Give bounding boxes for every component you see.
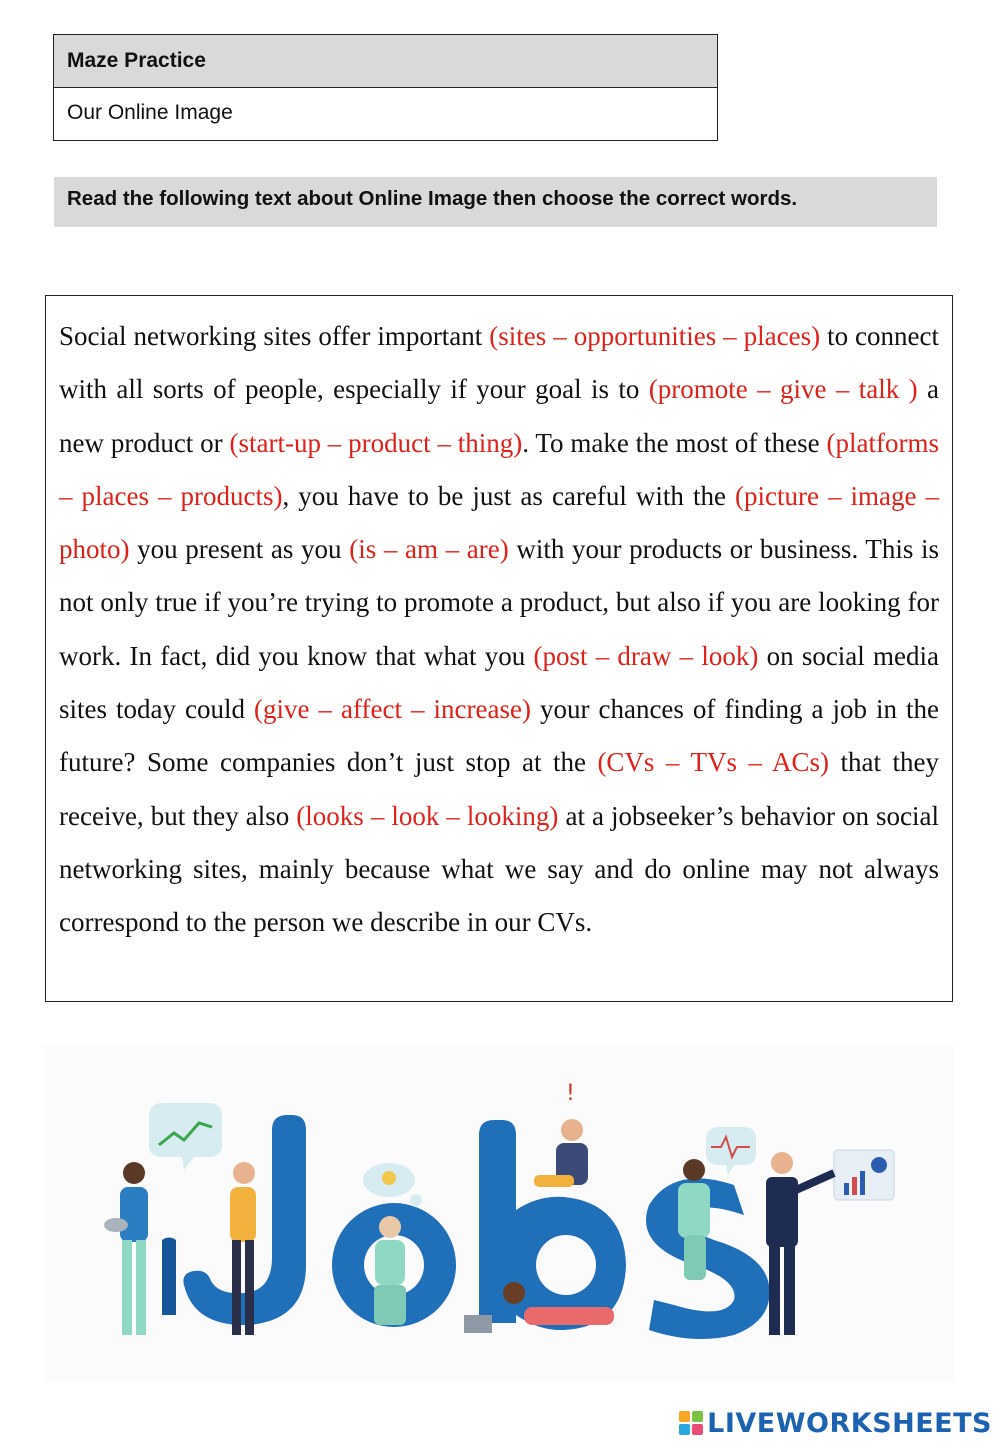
passage-segment: you present as you <box>129 534 350 565</box>
word-choice-option[interactable]: (platforms – places – products) <box>59 427 939 511</box>
word-choice-option[interactable]: (sites – opportunities – places) <box>489 321 821 351</box>
chart-speech-bubble-icon <box>149 1103 222 1170</box>
passage-segment: at a jobseeker’s behavior on social networking sites, mainly because what we say and do online may not always correspond to the person we describe in our CVs. <box>59 800 940 938</box>
passage-segment: with your products or business. This is not only true if you’re trying to promote a product, but also if you are looking for work. In fact, did you know that what you <box>59 534 940 671</box>
passage-segment: Social networking sites offer important <box>59 321 490 351</box>
passage-segment: to connect with all sorts of people, especially if your goal is to <box>59 321 940 405</box>
brand-name: LIVEWORKSHEETS <box>707 1407 992 1439</box>
word-choice-option[interactable]: (picture – image – photo) <box>59 480 939 565</box>
instruction-banner: Read the following text about Online Image then choose the correct words. <box>54 177 937 227</box>
passage-text <box>59 310 939 950</box>
person-businessman <box>766 1152 834 1335</box>
exclamation-icon: ! <box>566 1081 575 1106</box>
word-choice-option[interactable]: (CVs – TVs – ACs) <box>597 747 829 778</box>
worksheet-title: Maze Practice <box>54 35 717 88</box>
word-choice-option[interactable]: (promote – give – talk ) <box>648 374 918 405</box>
letter-b <box>479 1120 626 1330</box>
liveworksheets-logo <box>678 1405 992 1441</box>
word-choice-option[interactable]: (start-up – product – thing) <box>229 427 523 458</box>
title-table <box>53 34 718 141</box>
worksheet-subtitle: Our Online Image <box>67 101 233 124</box>
passage-segment: your chances of finding a job in the future? Some companies don’t just stop at the <box>59 694 939 778</box>
passage-segment: a new product or <box>59 374 940 458</box>
passage-box <box>45 295 953 1002</box>
passage-segment: . To make the most of these <box>522 427 827 458</box>
heartbeat-speech-bubble-icon <box>706 1127 756 1175</box>
word-choice-option[interactable]: (give – affect – increase) <box>254 694 531 725</box>
jobs-illustration <box>44 1045 954 1380</box>
passage-segment: that they receive, but they also <box>59 747 939 831</box>
word-choice-option[interactable]: (looks – look – looking) <box>296 800 559 831</box>
word-choice-option[interactable]: (post – draw – look) <box>533 640 759 671</box>
liveworksheets-logo-icon <box>678 1410 704 1436</box>
word-choice-option[interactable]: (is – am – are) <box>349 534 509 565</box>
jobs-artwork <box>44 1045 954 1380</box>
idea-thought-bubble-icon <box>363 1163 422 1206</box>
passage-segment: on social media sites today could <box>59 640 939 725</box>
person-man-on-letter <box>534 1119 588 1187</box>
passage-segment: , you have to be just as careful with the <box>282 480 735 511</box>
person-man-blue-shirt <box>104 1162 148 1335</box>
presentation-board-icon <box>834 1150 894 1200</box>
person-nurse <box>678 1159 710 1280</box>
